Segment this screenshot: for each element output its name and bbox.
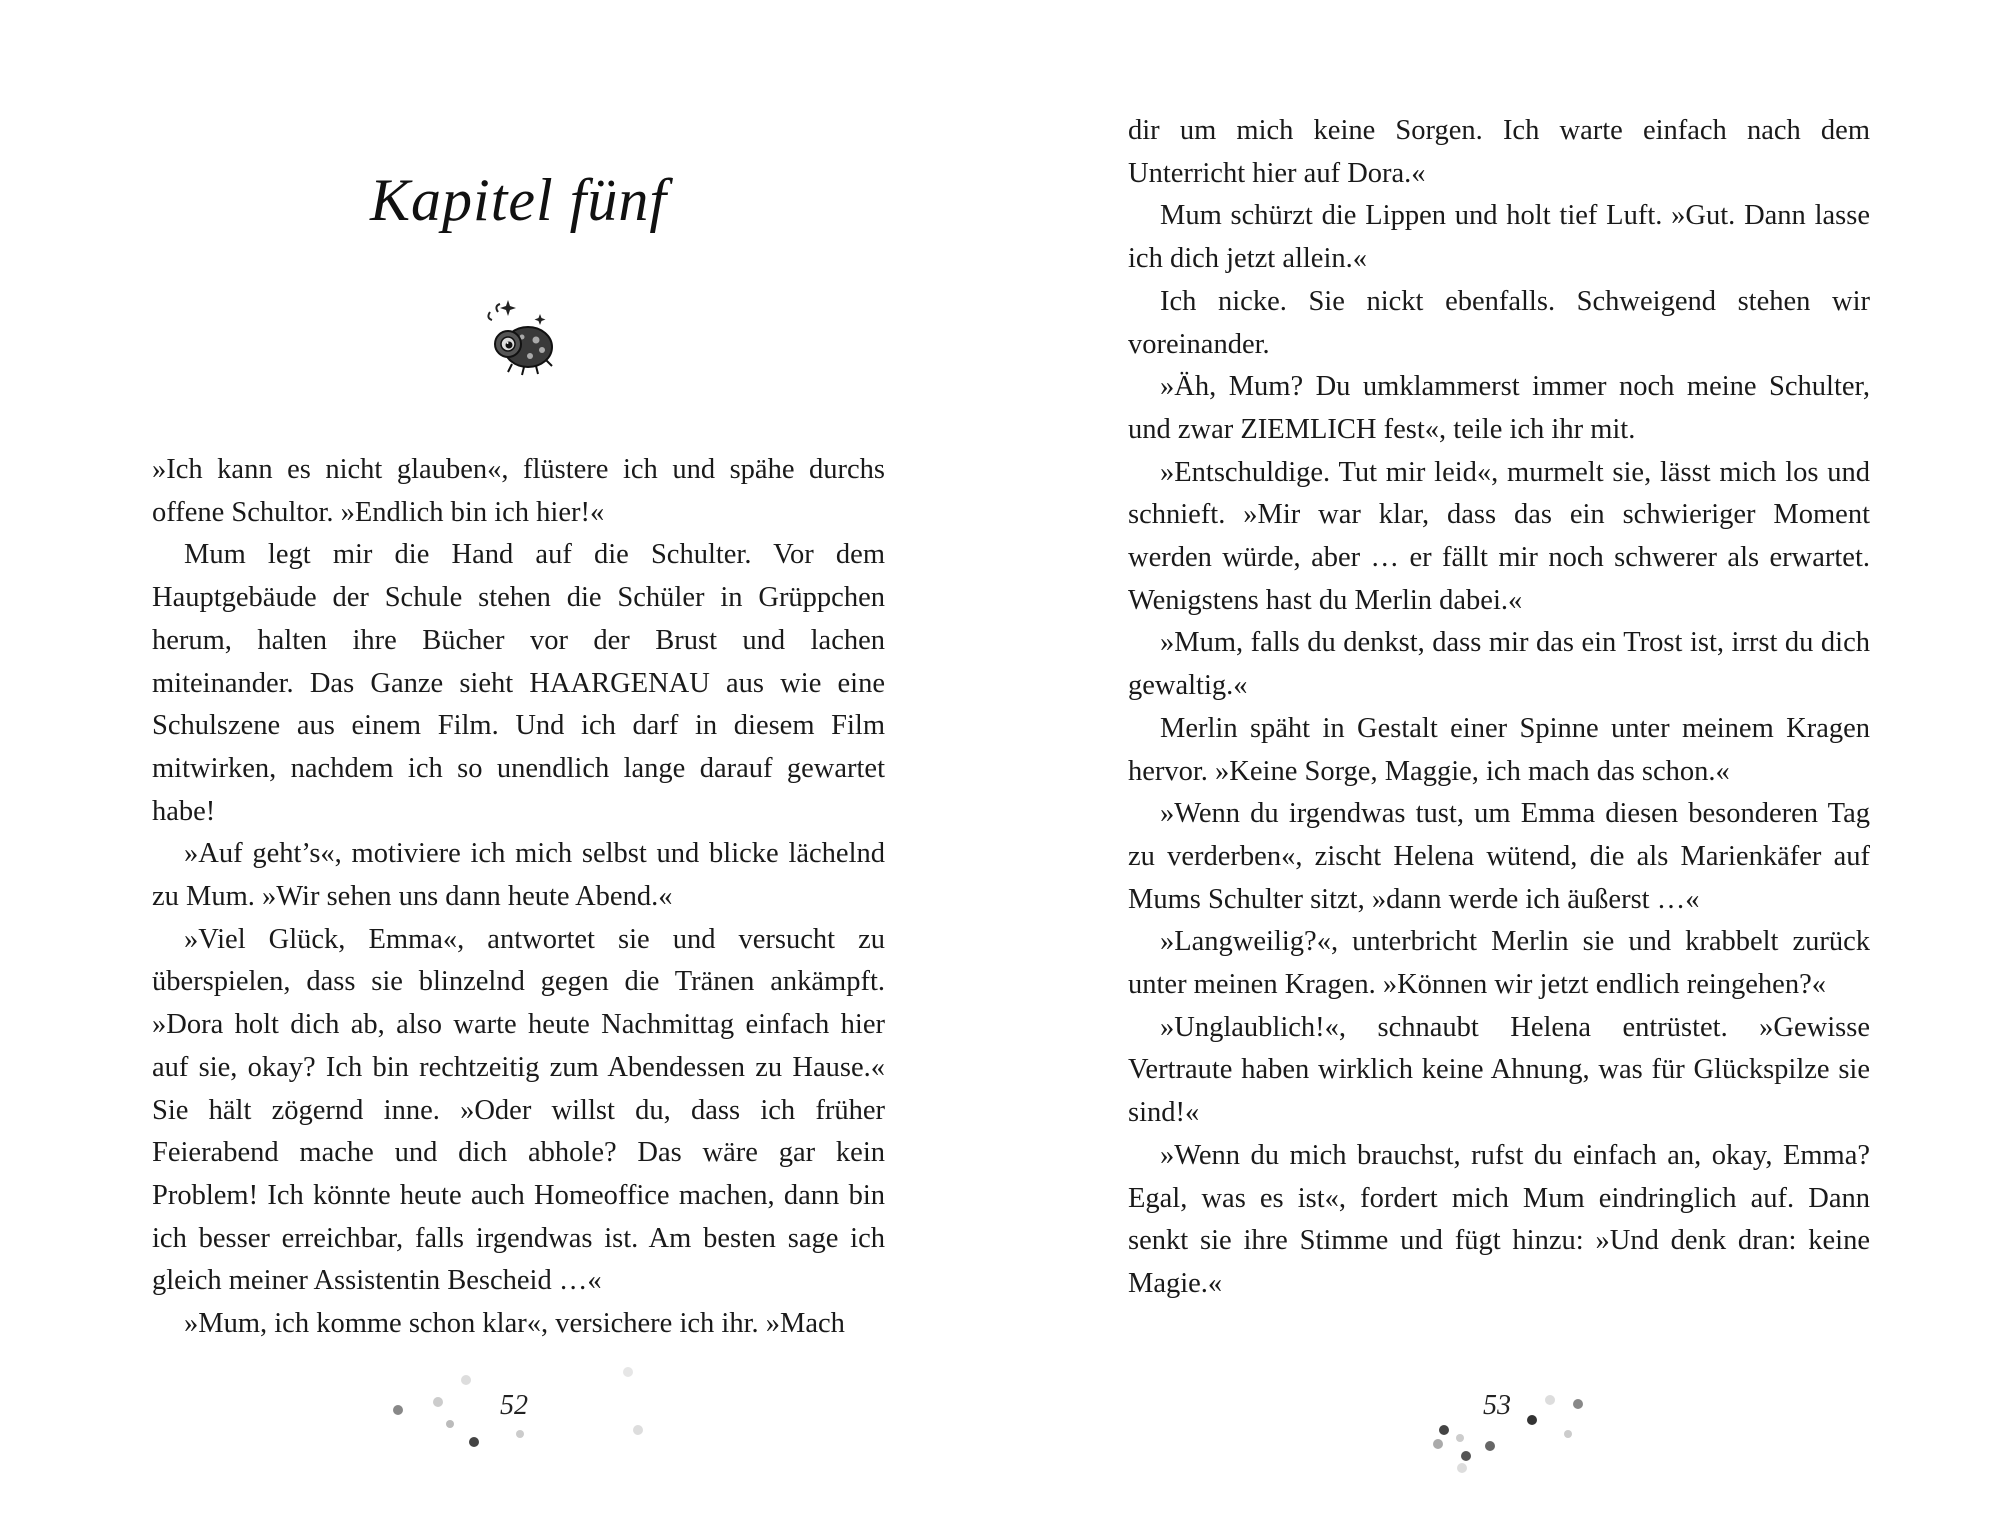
sparkle-dots-decoration — [1420, 1350, 1780, 1480]
chapter-title: Kapitel fünf — [370, 167, 667, 233]
paragraph: »Ich kann es nicht glauben«, flüstere ich und spähe durchs offene Schultor. »Endlich bin ich hier!« — [152, 454, 885, 528]
paragraph: »Langweilig?«, unterbricht Merlin sie und krabbelt zurück unter meinen Kragen. »Können wir jetzt endlich reingehen?« — [1128, 926, 1870, 1001]
page-number: 52 — [500, 1390, 528, 1421]
paragraph: »Wenn du irgendwas tust, um Emma diesen besonderen Tag zu verderben«, zischt Helena wütend, die als Marienkäfer auf Mums Schulter sitzt, »dann werde ich äußerst …« — [1128, 798, 1870, 915]
paragraph: dir um mich keine Sorgen. Ich warte einfach nach dem Unterricht hier auf Dora.« — [1128, 115, 1870, 189]
paragraph: »Mum, falls du denkst, dass mir das ein Trost ist, irrst du dich gewaltig.« — [1128, 627, 1870, 702]
paragraph: »Viel Glück, Emma«, antwortet sie und versucht zu überspielen, dass sie blinzelnd gegen die Tränen ankämpft. »Dora holt dich ab, also warte heute Nachmittag einfach hier auf sie, okay? Ich bin rechtzeitig zum Abendessen zu Hause.« Sie hält zögernd inne. »Oder willst du, dass ich früher Feierabend mache und dich abhole? Das wäre gar kein Problem! Ich könnte heute auch Homeoffice machen, dann bin ich besser erreichbar, falls irgendwas ist. Am besten sage ich gleich meiner Assistentin Bescheid …« — [152, 923, 885, 1297]
paragraph: »Entschuldige. Tut mir leid«, murmelt sie, lässt mich los und schnieft. »Mir war klar, dass das ein schwieriger Moment werden würde, aber … er fällt mir noch schwerer als erwartet. Wenigstens hast du Merlin dabei.« — [1128, 456, 1870, 616]
left-page-text — [152, 449, 885, 1346]
paragraph: Mum legt mir die Hand auf die Schulter. Vor dem Hauptgebäude der Schule stehen die Schüler in Grüppchen herum, halten ihre Bücher vor der Brust und lachen miteinander. Das Ganze sieht HAARGENAU aus wie eine Schulszene aus einem Film. Und ich darf in diesem Film mitwirken, nachdem ich so unendlich lange darauf gewartet habe! — [152, 539, 885, 827]
sparkle-dots-decoration — [370, 1350, 730, 1480]
paragraph: »Auf geht’s«, motiviere ich mich selbst und blicke lächelnd zu Mum. »Wir sehen uns dann heute Abend.« — [152, 838, 885, 913]
paragraph: Ich nicke. Sie nickt ebenfalls. Schweigend stehen wir voreinander. — [1128, 285, 1870, 360]
paragraph: Mum schürzt die Lippen und holt tief Luft. »Gut. Dann lasse ich dich jetzt allein.« — [1128, 200, 1870, 275]
page-number: 53 — [1483, 1390, 1511, 1421]
paragraph: »Äh, Mum? Du umklammerst immer noch meine Schulter, und zwar ZIEMLICH fest«, teile ich ihr mit. — [1128, 371, 1870, 445]
ladybug-icon — [478, 292, 568, 382]
paragraph: »Unglaublich!«, schnaubt Helena entrüstet. »Gewisse Vertraute haben wirklich keine Ahnung, was für Glückspilze sie sind!« — [1128, 1011, 1870, 1129]
paragraph: »Wenn du mich brauchst, rufst du einfach an, okay, Emma? Egal, was es ist«, fordert mich Mum eindringlich auf. Dann senkt sie ihre Stimme und fügt hinzu: »Und denk dran: keine Magie.« — [1128, 1139, 1870, 1299]
paragraph: »Mum, ich komme schon klar«, versichere ich ihr. »Mach — [184, 1308, 845, 1340]
right-page — [1000, 0, 2000, 1531]
paragraph: Merlin späht in Gestalt einer Spinne unter meinem Kragen hervor. »Keine Sorge, Maggie, ich mach das schon.« — [1128, 712, 1870, 787]
right-page-text — [1128, 110, 1870, 1306]
